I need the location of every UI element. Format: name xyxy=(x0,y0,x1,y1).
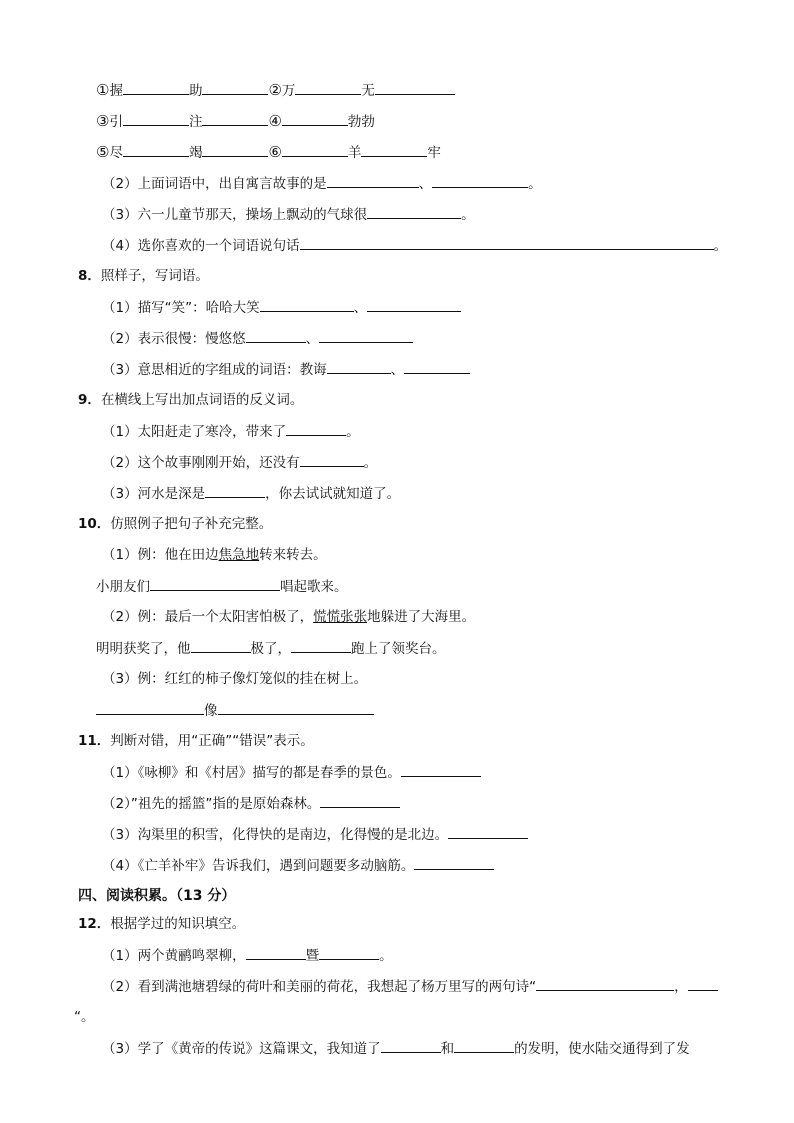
q10-answer1: 小朋友们 唱起歌来。 xyxy=(96,576,348,596)
q7-part3: （3）六一儿童节那天，操场上飘动的气球很 。 xyxy=(102,204,475,224)
blank[interactable] xyxy=(320,793,400,808)
q11-part1: （1）《咏柳》和《村居》描写的都是春季的景色。 xyxy=(102,762,481,782)
q9-part1: （1）太阳赶走了寒冷，带来了 。 xyxy=(102,421,360,441)
q10-answer2: 明明获奖了，他 极了， 跑上了领奖台。 xyxy=(96,638,446,658)
blank[interactable] xyxy=(454,1038,514,1053)
q10-example1: （1）例：他在田边焦急地转来转去。 xyxy=(102,547,327,563)
blank[interactable] xyxy=(202,111,268,126)
blank[interactable] xyxy=(432,173,528,188)
q9-part2: （2）这个故事刚刚开始，还没有 。 xyxy=(102,452,377,472)
q7-row2: ③引 注 ④ 勃勃 xyxy=(96,112,375,130)
blank[interactable] xyxy=(367,204,461,219)
q8-part1: （1）描写“笑”：哈哈大笑 、 xyxy=(102,297,461,317)
q11-part3: （3）沟渠里的积雪，化得快的是南边，化得慢的是北边。 xyxy=(102,824,528,844)
blank[interactable] xyxy=(300,235,714,250)
blank[interactable] xyxy=(202,80,268,95)
q8-part3: （3）意思相近的字组成的词语：教诲 、 xyxy=(102,359,470,379)
q12-part3: （3）学了《黄帝的传说》这篇课文，我知道了 和 的发明，使水陆交通得到了发 xyxy=(102,1038,690,1058)
blank[interactable] xyxy=(205,483,265,498)
blank[interactable] xyxy=(123,142,189,157)
blank[interactable] xyxy=(381,1038,441,1053)
blank[interactable] xyxy=(291,638,351,653)
blank[interactable] xyxy=(401,762,481,777)
blank[interactable] xyxy=(96,700,204,715)
q7-row3: ⑤尽 竭 ⑥ 羊 牢 xyxy=(96,143,441,161)
blank[interactable] xyxy=(150,576,280,591)
blank[interactable] xyxy=(327,173,419,188)
q8-title: 8．照样子，写词语。 xyxy=(78,268,209,284)
q11-part2: （2）”祖先的摇篮”指的是原始森林。 xyxy=(102,793,400,813)
blank[interactable] xyxy=(319,328,413,343)
blank[interactable] xyxy=(246,328,306,343)
blank[interactable] xyxy=(319,945,379,960)
blank[interactable] xyxy=(282,142,348,157)
blank[interactable] xyxy=(246,945,306,960)
q7-part4: （4）选你喜欢的一个词语说句话 。 xyxy=(102,235,727,255)
q12-part2-cont: “。 xyxy=(74,1009,95,1025)
blank[interactable] xyxy=(404,359,470,374)
q8-part2: （2）表示很慢：慢悠悠 、 xyxy=(102,328,413,348)
q9-part3: （3）河水是深是 ，你去试试就知道了。 xyxy=(102,483,400,503)
q10-example2: （2）例：最后一个太阳害怕极了，慌慌张张地躲进了大海里。 xyxy=(102,609,476,625)
q11-title: 11．判断对错，用“正确”“错误”表示。 xyxy=(78,733,314,749)
blank[interactable] xyxy=(536,976,674,991)
q12-title: 12．根据学过的知识填空。 xyxy=(78,916,246,932)
blank[interactable] xyxy=(123,111,189,126)
blank[interactable] xyxy=(688,976,718,991)
blank[interactable] xyxy=(375,80,455,95)
blank[interactable] xyxy=(448,824,528,839)
blank[interactable] xyxy=(367,297,461,312)
blank[interactable] xyxy=(361,142,427,157)
q7-part2: （2）上面词语中，出自寓言故事的是 、 。 xyxy=(102,173,542,193)
blank[interactable] xyxy=(295,80,361,95)
blank[interactable] xyxy=(282,111,348,126)
q11-part4: （4）《亡羊补牢》告诉我们，遇到问题要多动脑筋。 xyxy=(102,855,494,875)
blank[interactable] xyxy=(414,855,494,870)
blank[interactable] xyxy=(202,142,268,157)
q10-answer3: 像 xyxy=(96,700,374,720)
q12-part2: （2）看到满池塘碧绿的荷叶和美丽的荷花，我想起了杨万里写的两句诗“ ， xyxy=(102,976,718,996)
blank[interactable] xyxy=(218,700,374,715)
blank[interactable] xyxy=(191,638,251,653)
q12-part1: （1）两个黄鹂鸣翠柳， 暨 。 xyxy=(102,945,393,965)
q7-row1: ①握 助 ②万 无 xyxy=(96,80,455,100)
blank[interactable] xyxy=(327,359,391,374)
q9-title: 9．在横线上写出加点词语的反义词。 xyxy=(78,392,304,408)
q10-example3: （3）例：红红的柿子像灯笼似的挂在树上。 xyxy=(102,671,368,687)
q10-title: 10．仿照例子把句子补充完整。 xyxy=(78,516,273,532)
blank[interactable] xyxy=(286,421,346,436)
section-heading: 四、阅读积累。（13 分） xyxy=(78,888,236,904)
blank[interactable] xyxy=(300,452,364,467)
blank[interactable] xyxy=(123,80,189,95)
blank[interactable] xyxy=(260,297,354,312)
